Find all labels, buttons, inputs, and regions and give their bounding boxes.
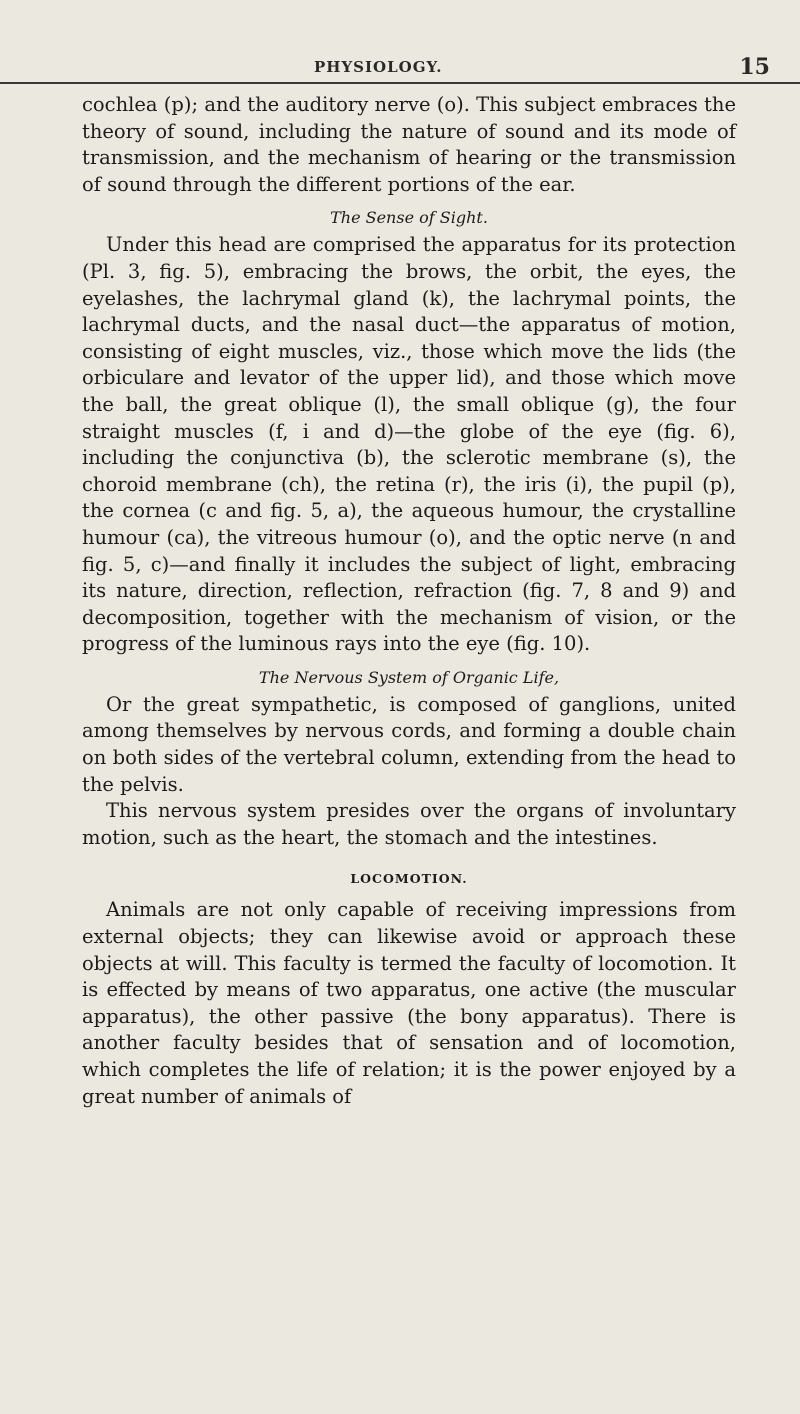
section-heading-nervous-system: The Nervous System of Organic Life, xyxy=(258,667,560,687)
paragraph-involuntary-motion: This nervous system presides over the organs of involuntary motion, such as the heart, the stomach and the intestines. xyxy=(82,799,736,849)
page-number: 15 xyxy=(739,54,770,80)
paragraph-sense-of-sight: Under this head are comprised the apparatus for its protection (Pl. 3, fig. 5), embracing the brows, the orbit, the eyes, the eyelashes, the lachrymal gland (k), the lachrymal points, the lachrymal ducts, and the nasal duct—the apparatus of motion, consisting of eight muscles, viz., those which move the lids (the orbiculare and levator of the upper lid), and those which move the ball, the great oblique (l), the small oblique (g), the four straight muscles (f, i and d)—the globe of the eye (fig. 6), including the conjunctiva (b), the sclerotic membrane (s), the choroid membrane (ch), the retina (r), the iris (i), the pupil (p), the cornea (c and fig. 5, a), the aqueous humour, the crystalline humour (ca), the vitreous humour (o), and the optic nerve (n and fig. 5, c)—and finally it includes the subject of light, embracing its nature, direction, reflection, refraction (fig. 7, 8 and 9) and decomposition, together with the mechanism of vision, or the progress of the luminous rays into the eye (fig. 10). xyxy=(82,233,736,656)
section-heading-sense-of-sight: The Sense of Sight. xyxy=(330,208,488,228)
body-text xyxy=(82,92,736,1110)
paragraph-great-sympathetic: Or the great sympathetic, is composed of ganglions, united among themselves by nervous cords, and forming a double chain on both sides of the vertebral column, extending from the head to the pelvis. xyxy=(82,692,736,796)
running-title: PHYSIOLOGY. xyxy=(314,58,443,76)
paragraph-hearing-continued: cochlea (p); and the auditory nerve (o). This subject embraces the theory of sound, including the nature of sound and its mode of transmission, and the mechanism of hearing or the transmission of sound through the different portions of the ear. xyxy=(82,93,736,196)
running-header xyxy=(0,54,800,84)
paragraph-locomotion: Animals are not only capable of receiving impressions from external objects; they can likewise avoid or approach these objects at will. This faculty is termed the faculty of locomotion. It is effected by means of two apparatus, one active (the muscular apparatus), the other passive (the bony apparatus). There is another faculty besides that of sensation and of locomotion, which completes the life of relation; it is the power enjoyed by a great number of animals of xyxy=(82,898,736,1108)
section-heading-locomotion: LOCOMOTION. xyxy=(350,871,468,887)
